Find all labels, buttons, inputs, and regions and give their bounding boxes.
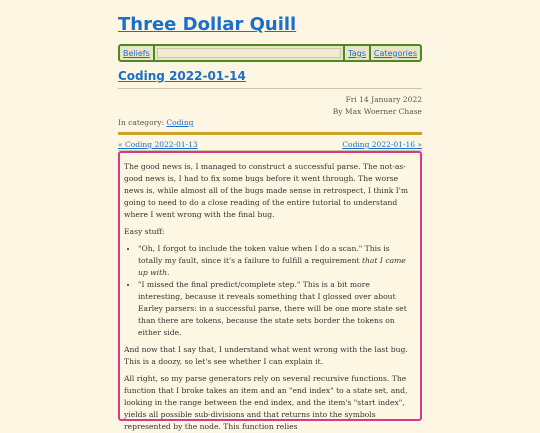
next-post-link[interactable]: Coding 2022-01-16 » [342,140,422,149]
list-item-emphasis: that I came up with. [138,256,406,277]
article-paragraph: All right, so my parse generators rely on several recursive functions. The function that I broke takes an item and an "end index" to a state set, and, looking in the range between the end index, and the item's "start index", yields all possible sub-divisions and that returns into the symbols represented by the node. This function relies [124,374,408,431]
nav-bar [118,44,422,62]
post-date: Fri 14 January 2022 [345,95,422,104]
list-item-text: "Oh, I forgot to include the token value when I do a scan." This is totally my fault, since it's a failure to fulfill a requirement [138,244,390,265]
nav-divider [153,46,155,60]
title-divider [118,88,422,89]
meta-divider [118,132,422,135]
post-author: By Max Woerner Chase [332,107,422,116]
list-item: • "I missed the final predict/complete step." This is a bit more interesting, because it reveals something that I glossed over about Earley parsers: in a successful parse, there will be one more state set than there are tokens, because the state sets border the tokens on either side. [138,279,416,339]
nav-tags-link[interactable]: Tags [348,48,366,58]
nav-categories-link[interactable]: Categories [373,48,417,58]
post-category [118,118,193,127]
article-paragraph: Easy stuff: [124,227,165,236]
post-title-link[interactable]: Coding 2022-01-14 [118,69,246,83]
list-item [138,243,416,279]
nav-beliefs-link[interactable]: Beliefs [123,48,150,58]
article-paragraph: The good news is, I managed to construct a successful parse. The not-as-good news is, I had to fix some bugs before it went through. The worse news is, while almost all of the bugs made sense in retrospect, I think I'm going to need to do a close reading of the entire tutorial to understand where I went wrong with the final bug. [124,162,409,219]
article-paragraph: And now that I say that, I understand what went wrong with the last bug. This is a doozy, so let's see whether I can explain it. [124,345,408,366]
category-link[interactable]: Coding [166,118,194,127]
prev-post-link[interactable]: « Coding 2022-01-13 [118,140,198,149]
search-input[interactable] [157,48,341,58]
bug-list [124,243,416,339]
article-body [118,151,422,431]
category-label: In category: [118,118,164,127]
site-title-link[interactable]: Three Dollar Quill [118,14,297,35]
